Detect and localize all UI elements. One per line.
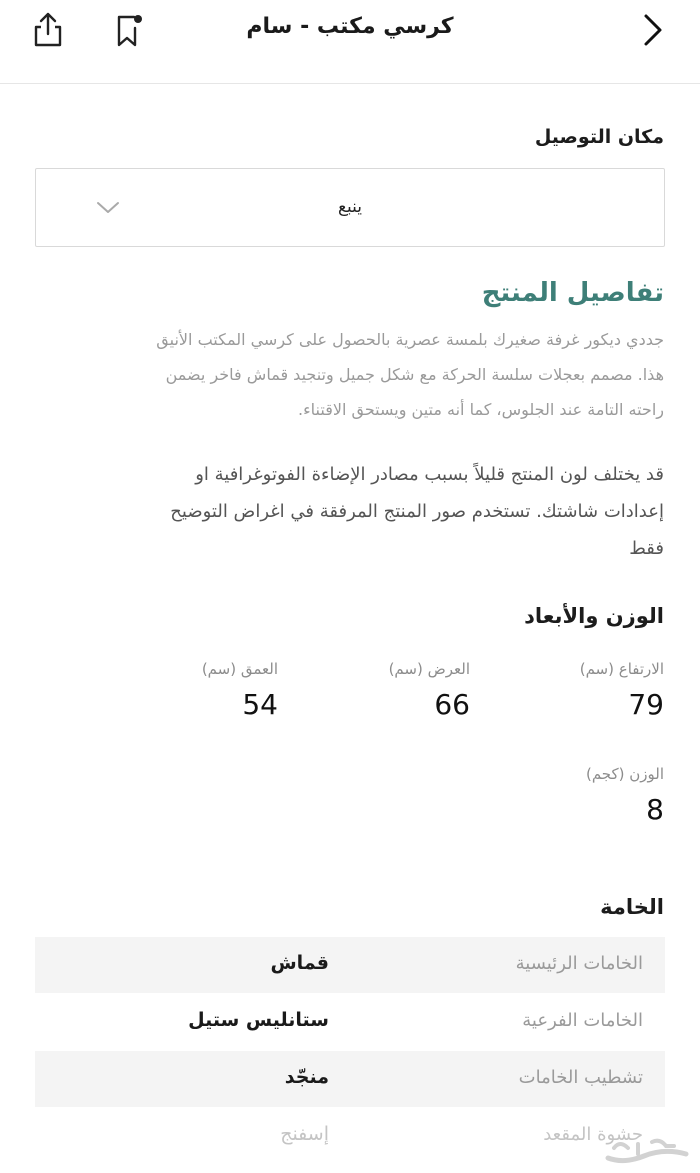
- material-key: الخامات الفرعية: [522, 1010, 643, 1031]
- color-disclaimer: [34, 456, 664, 567]
- table-row: [35, 1108, 665, 1164]
- app-header: [0, 0, 700, 84]
- share-icon[interactable]: [30, 10, 66, 50]
- width-value: 66: [434, 688, 470, 721]
- description-line: هذا. مصمم بعجلات سلسة الحركة مع شكل جميل وتنجيد قماش فاخر يضمن: [165, 365, 664, 384]
- description-line: راحته التامة عند الجلوس، كما أنه متين ويستحق الاقتناء.: [298, 400, 664, 419]
- material-value: قماش: [270, 952, 329, 974]
- weight-spec: [586, 765, 664, 826]
- material-key: الخامات الرئيسية: [515, 953, 643, 974]
- material-key: تشطيب الخامات: [518, 1067, 643, 1088]
- height-spec: [580, 660, 664, 721]
- product-description: [34, 322, 664, 427]
- material-title: الخامة: [600, 895, 664, 919]
- dimensions-title: الوزن والأبعاد: [524, 604, 664, 628]
- table-row: [35, 994, 665, 1050]
- table-row: [35, 1051, 665, 1107]
- weight-label: الوزن (كجم): [585, 765, 664, 783]
- delivery-selected-value: ينبع: [337, 197, 363, 217]
- width-label: العرض (سم): [388, 660, 470, 678]
- depth-label: العمق (سم): [201, 660, 278, 678]
- delivery-location-select[interactable]: [35, 168, 665, 247]
- height-value: 79: [628, 688, 664, 721]
- chevron-down-icon: [94, 197, 122, 217]
- weight-value: 8: [646, 793, 664, 826]
- description-line: جددي ديكور غرفة صغيرك بلمسة عصرية بالحصول على كرسي المكتب الأنيق: [156, 330, 664, 349]
- watermark-logo-icon: [604, 1134, 690, 1168]
- width-spec: [389, 660, 470, 721]
- material-key: حشوة المقعد: [543, 1124, 643, 1145]
- material-value: إسفنج: [280, 1123, 329, 1145]
- depth-value: 54: [242, 688, 278, 721]
- disclaimer-line: إعدادات شاشتك. تستخدم صور المنتج المرفقة في اغراض التوضيح: [170, 501, 664, 522]
- material-value: منجّد: [284, 1066, 329, 1088]
- bookmark-icon[interactable]: [112, 12, 146, 50]
- depth-spec: [202, 660, 278, 721]
- table-row: [35, 937, 665, 993]
- product-details-title: تفاصيل المنتج: [481, 278, 664, 308]
- delivery-label: مكان التوصيل: [534, 126, 664, 148]
- disclaimer-line: قد يختلف لون المنتج قليلاً بسبب مصادر الإضاءة الفوتوغرافية او: [195, 464, 664, 485]
- height-label: الارتفاع (سم): [579, 660, 664, 678]
- material-value: ستانليس ستيل: [188, 1009, 329, 1031]
- page-title: كرسي مكتب - سام: [246, 14, 454, 39]
- disclaimer-line: فقط: [629, 538, 664, 559]
